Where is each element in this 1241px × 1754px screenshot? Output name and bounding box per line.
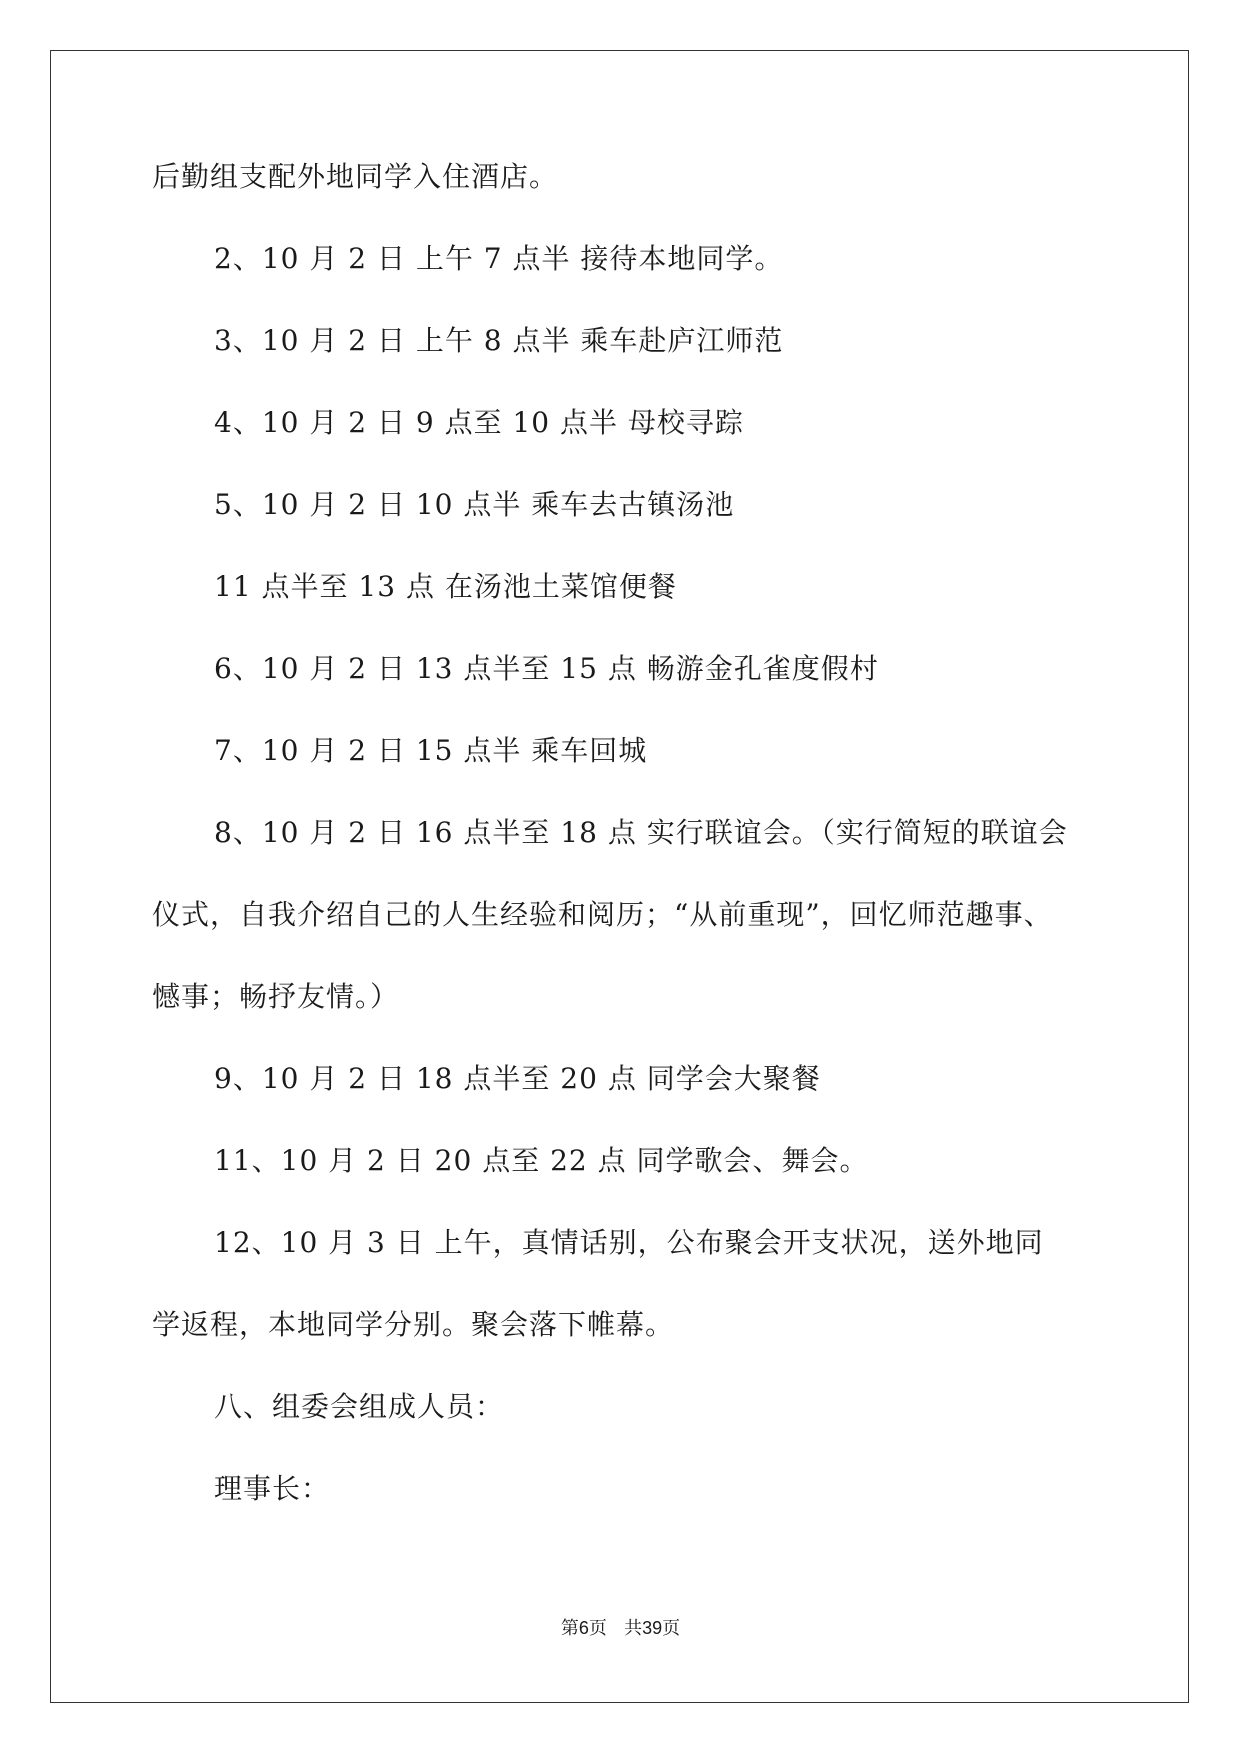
paragraph-line: 12、10 月 3 日 上午，真情话别，公布聚会开支状况，送外地同 [214,1226,1044,1259]
paragraph-line: 11、10 月 2 日 20 点至 22 点 同学歌会、舞会。 [214,1144,869,1177]
footer-page-number: 6 [578,1618,589,1638]
footer-page-suffix: 页 [588,1618,607,1639]
paragraph-line: 后勤组支配外地同学入住酒店。 [152,160,559,193]
paragraph-line: 八、组委会组成人员： [214,1390,505,1423]
footer-total-prefix: 共 [624,1618,643,1639]
paragraph-line: 9、10 月 2 日 18 点半至 20 点 同学会大聚餐 [214,1062,821,1095]
paragraph-line: 憾事；畅抒友情。） [152,980,400,1013]
paragraph-line: 7、10 月 2 日 15 点半 乘车回城 [214,734,648,767]
footer-prefix: 第 [560,1618,579,1639]
footer-total-pages: 39 [642,1618,663,1638]
page-footer [0,1614,1241,1640]
paragraph-line: 2、10 月 2 日 上午 7 点半 接待本地同学。 [214,242,784,275]
paragraph-line: 理事长： [214,1472,331,1505]
paragraph-line: 仪式，自我介绍自己的人生经验和阅历；“从前重现”，回忆师范趣事、 [152,898,1053,931]
paragraph-line: 6、10 月 2 日 13 点半至 15 点 畅游金孔雀度假村 [214,652,879,685]
paragraph-line: 8、10 月 2 日 16 点半至 18 点 实行联谊会。（实行简短的联谊会 [214,816,1068,849]
paragraph-line: 5、10 月 2 日 10 点半 乘车去古镇汤池 [214,488,735,521]
paragraph-line: 4、10 月 2 日 9 点至 10 点半 母校寻踪 [214,406,744,439]
paragraph-line: 3、10 月 2 日 上午 8 点半 乘车赴庐江师范 [214,324,784,357]
footer-total-suffix: 页 [662,1618,681,1639]
paragraph-line: 11 点半至 13 点 在汤池土菜馆便餐 [214,570,677,603]
paragraph-line: 学返程，本地同学分别。聚会落下帷幕。 [152,1308,675,1341]
document-body [152,160,1092,1554]
